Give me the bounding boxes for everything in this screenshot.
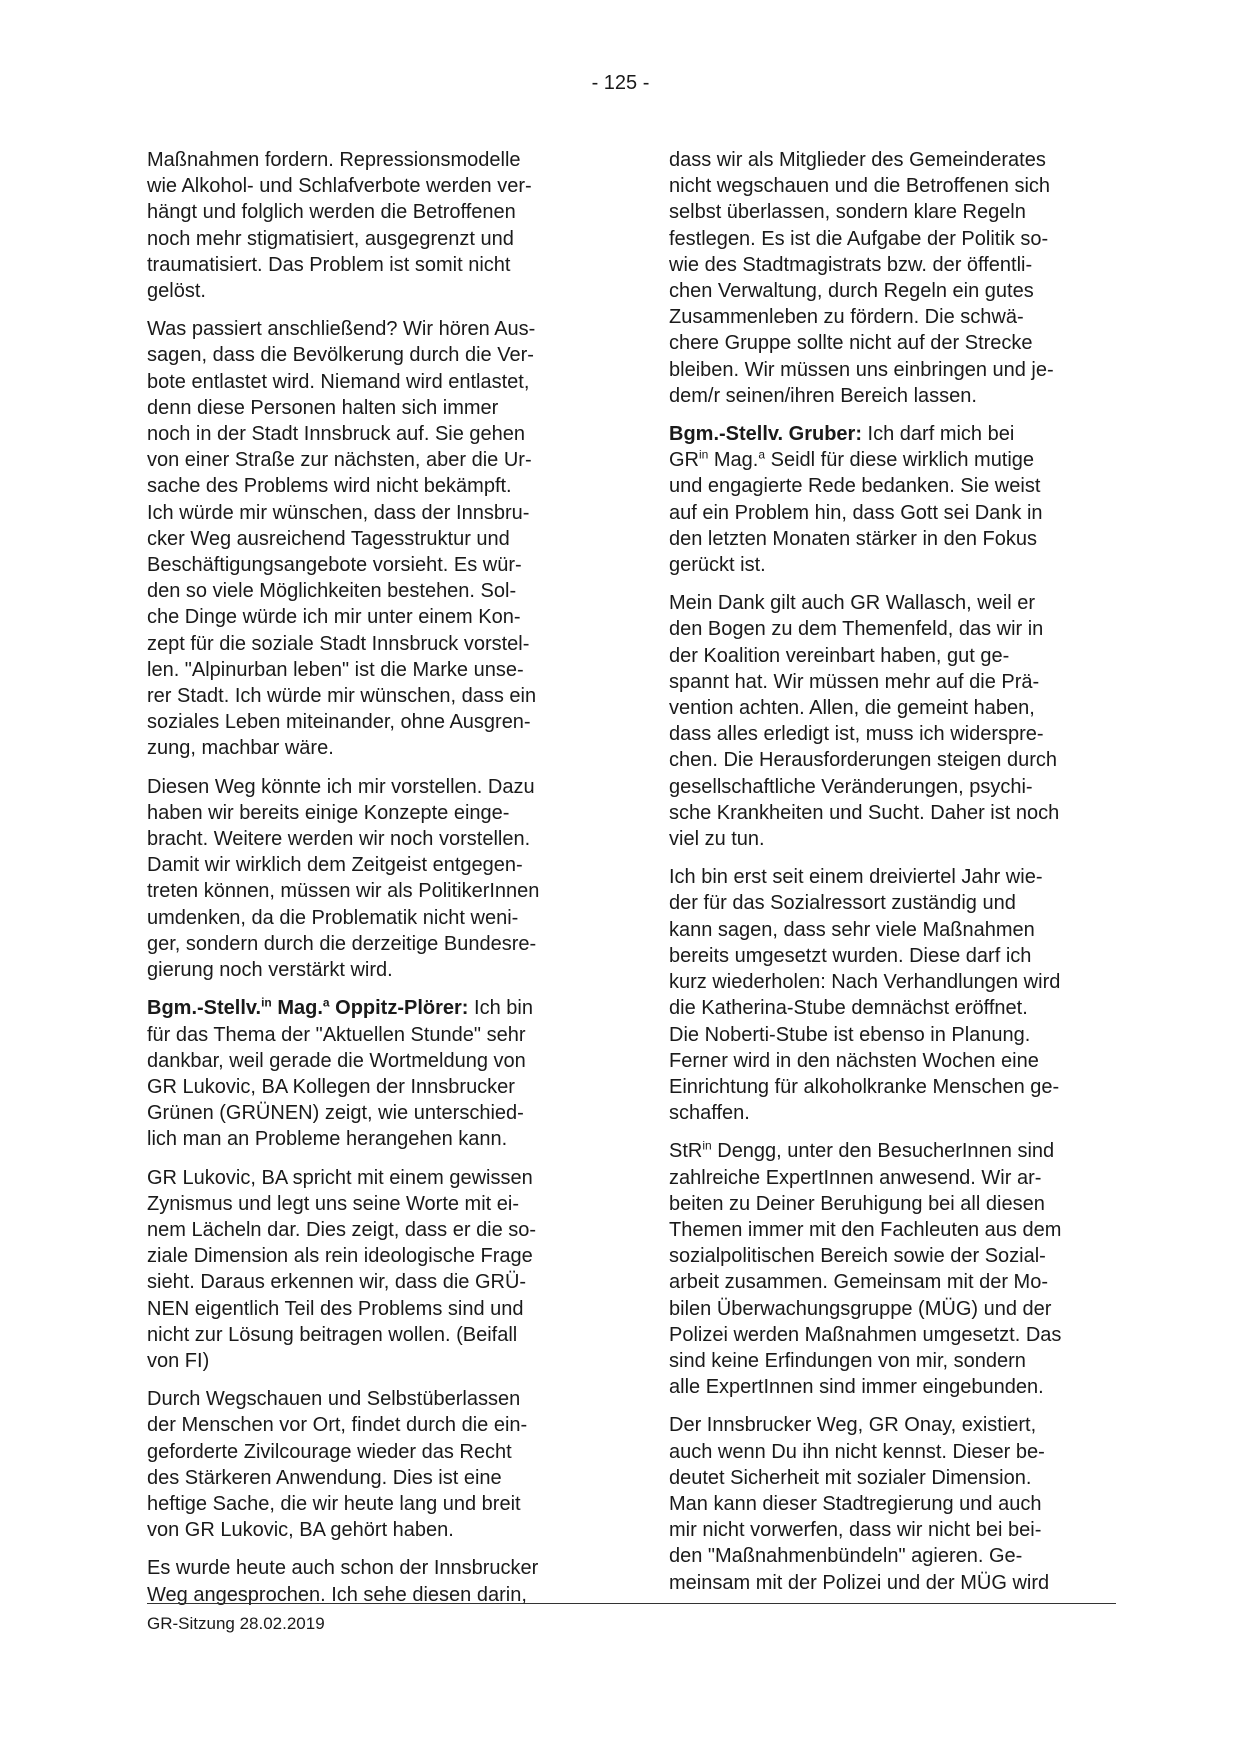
text-line: wie Alkohol- und Schlafverbote werden ver- — [147, 175, 532, 198]
text-line: spannt hat. Wir müssen mehr auf die Prä- — [669, 670, 1040, 693]
text-line: festlegen. Es ist die Aufgabe der Politik so- — [669, 227, 1049, 250]
text-line: umdenken, da die Problematik nicht weni- — [147, 906, 519, 929]
text-line: der Koalition vereinbart haben, gut ge- — [669, 644, 1010, 667]
text-line: bracht. Weitere werden wir noch vorstellen. — [147, 828, 531, 851]
text-line: bereits umgesetzt wurden. Diese darf ich — [669, 944, 1032, 967]
text-line: GR Lukovic, BA spricht mit einem gewissen — [147, 1166, 533, 1189]
text-line: geforderte Zivilcourage wieder das Recht — [147, 1440, 512, 1463]
text-line: arbeit zusammen. Gemeinsam mit der Mo- — [669, 1271, 1049, 1294]
paragraph — [147, 774, 587, 984]
paragraph — [669, 590, 1109, 852]
text-line: Man kann dieser Stadtregierung und auch — [669, 1492, 1042, 1515]
text-line: zung, machbar wäre. — [147, 737, 334, 760]
footer-session-date: GR-Sitzung 28.02.2019 — [147, 1614, 325, 1633]
text-line: che Dinge würde ich mir unter einem Kon- — [147, 606, 521, 629]
right-column — [669, 147, 1109, 1608]
paragraph — [147, 316, 587, 761]
text-line: chere Gruppe sollte nicht auf der Strecke — [669, 332, 1033, 355]
text-line: cker Weg ausreichend Tagesstruktur und — [147, 527, 510, 550]
text-line: treten können, müssen wir als PolitikerInnen — [147, 880, 540, 903]
text-line: Ferner wird in den nächsten Wochen eine — [669, 1049, 1039, 1072]
text-line: den Bogen zu dem Themenfeld, das wir in — [669, 618, 1044, 641]
text-line: vention achten. Allen, die gemeint haben, — [669, 697, 1035, 720]
text-line: schaffen. — [669, 1102, 750, 1125]
text-line: der Menschen vor Ort, findet durch die ein- — [147, 1414, 528, 1437]
text-line: bote entlastet wird. Niemand wird entlastet, — [147, 370, 530, 393]
text-line: von GR Lukovic, BA gehört haben. — [147, 1519, 454, 1542]
text-line: Beschäftigungsangebote vorsieht. Es wür- — [147, 554, 522, 577]
page-number: - 125 - — [591, 72, 650, 94]
text-line: des Stärkeren Anwendung. Dies ist eine — [147, 1466, 502, 1489]
text-line: GR Lukovic, BA Kollegen der Innsbrucker — [147, 1075, 515, 1098]
text-line: Mein Dank gilt auch GR Wallasch, weil er — [669, 592, 1036, 615]
text-line: Maßnahmen fordern. Repressionsmodelle — [147, 149, 521, 171]
text-line: von einer Straße zur nächsten, aber die Ur- — [147, 449, 532, 472]
text-line: nicht zur Lösung beitragen wollen. (Beifall — [147, 1323, 518, 1346]
text-line: Diesen Weg könnte ich mir vorstellen. Dazu — [147, 775, 535, 798]
footer-divider — [147, 1603, 1116, 1604]
text-line: auf ein Problem hin, dass Gott sei Dank in — [669, 501, 1043, 524]
text-line: haben wir bereits einige Konzepte einge- — [147, 801, 510, 824]
text-line: gerückt ist. — [669, 554, 766, 577]
text-line: denn diese Personen halten sich immer — [147, 396, 499, 419]
text-line: mir nicht vorwerfen, dass wir nicht bei bei- — [669, 1519, 1042, 1542]
text-line: wie des Stadtmagistrats bzw. der öffentli- — [669, 253, 1033, 276]
text-line: selbst überlassen, sondern klare Regeln — [669, 201, 1026, 224]
paragraph: StR$^{in}$ Dengg, unter den BesucherInnen sind zahlreiche ExpertInnen anwesend. Wir ar- beiten zu Deiner Beruhigung bei all diesen Themen immer mit den Fachleuten aus dem sozialpolitischen Bereich sowie der Sozial- arbeit zusammen. Gemeinsam mit der Mo- bilen Überwachungsgruppe (MÜG) und der Polizei werden Maßnahmen umgesetzt. Das sind keine Erfindungen von mir, sondern alle ExpertInnen sind immer eingebunden. — [669, 1138, 1062, 1399]
text-line: traumatisiert. Das Problem ist somit nicht — [147, 253, 511, 276]
text-line: chen Verwaltung, durch Regeln ein gutes — [669, 280, 1034, 303]
text-line: meinsam mit der Polizei und der MÜG wird — [669, 1571, 1050, 1594]
text-line: von FI) — [147, 1349, 210, 1372]
paragraph — [669, 864, 1109, 1126]
text-line: lich man an Probleme herangehen kann. — [147, 1128, 508, 1151]
text-line: bilen Überwachungsgruppe (MÜG) und der — [669, 1297, 1052, 1320]
text-line: Themen immer mit den Fachleuten aus dem — [669, 1218, 1062, 1241]
text-line: Ich würde mir wünschen, dass der Innsbru- — [147, 501, 530, 524]
text-line: Einrichtung für alkoholkranke Menschen ge- — [669, 1075, 1060, 1098]
text-line: ziale Dimension als rein ideologische Frage — [147, 1245, 533, 1268]
text-line: dankbar, weil gerade die Wortmeldung von — [147, 1049, 526, 1072]
text-line: die Katherina-Stube demnächst eröffnet. — [669, 997, 1028, 1020]
text-line: sind keine Erfindungen von mir, sondern — [669, 1349, 1026, 1372]
text-line: ger, sondern durch die derzeitige Bundesre- — [147, 932, 537, 955]
text-line: Es wurde heute auch schon der Innsbrucker — [147, 1557, 539, 1580]
text-line: deutet Sicherheit mit sozialer Dimension. — [669, 1466, 1032, 1489]
paragraph: Bgm.-Stellv. Gruber: Ich darf mich bei $GR^{in}$ Mag.$^a$ Seidl für diese wirklich mutige und engagierte Rede bedanken. Sie weist auf ein Problem hin, dass Gott sei Dank in den letzten Monaten stärker in den Fokus gerückt ist. — [669, 423, 1043, 577]
text-line: NEN eigentlich Teil des Problems sind und — [147, 1297, 524, 1320]
text-line: den "Maßnahmenbündeln" agieren. Ge- — [669, 1545, 1023, 1568]
text-line: alle ExpertInnen sind immer eingebunden. — [669, 1376, 1044, 1399]
text-line: gesellschaftliche Veränderungen, psychi- — [669, 775, 1033, 798]
text-line: gelöst. — [147, 280, 206, 303]
text-line: auch wenn Du ihn nicht kennst. Dieser be- — [669, 1440, 1045, 1463]
text-line: Grünen (GRÜNEN) zeigt, wie unterschied- — [147, 1102, 524, 1125]
text-line: kann sagen, dass sehr viele Maßnahmen — [669, 918, 1035, 941]
left-column — [147, 147, 587, 1620]
paragraph — [147, 1165, 587, 1375]
text-line: soziales Leben miteinander, ohne Ausgren- — [147, 711, 531, 734]
text-line: Weg angesprochen. Ich sehe diesen darin, — [147, 1583, 527, 1606]
text-line: den so viele Möglichkeiten bestehen. Sol- — [147, 580, 517, 603]
text-line: sagen, dass die Bevölkerung durch die Ver- — [147, 344, 534, 367]
text-line: Damit wir wirklich dem Zeitgeist entgegen- — [147, 854, 523, 877]
text-line: noch mehr stigmatisiert, ausgegrenzt und — [147, 227, 514, 250]
text-line: gierung noch verstärkt wird. — [147, 959, 393, 982]
speaker-name: Bgm.-Stellv. Gruber: — [669, 423, 862, 446]
paragraph — [147, 147, 587, 304]
text-line: Ich bin erst seit einem dreiviertel Jahr wie- — [669, 866, 1043, 889]
text-line: zahlreiche ExpertInnen anwesend. Wir ar- — [669, 1166, 1042, 1189]
text-line: sache des Problems wird nicht bekämpft. — [147, 475, 512, 498]
text-line: Durch Wegschauen und Selbstüberlassen — [147, 1388, 521, 1411]
paragraph — [147, 1555, 587, 1607]
text-line: Die Noberti-Stube ist ebenso in Planung. — [669, 1023, 1031, 1046]
text-line: beiten zu Deiner Beruhigung bei all diesen — [669, 1192, 1045, 1215]
text-line: dass wir als Mitglieder des Gemeinderates — [669, 149, 1046, 171]
text-line: sieht. Daraus erkennen wir, dass die GRÜ- — [147, 1271, 527, 1294]
text-line: noch in der Stadt Innsbruck auf. Sie gehen — [147, 423, 526, 446]
text-line: nicht wegschauen und die Betroffenen sich — [669, 175, 1051, 198]
text-line: für das Thema der "Aktuellen Stunde" sehr — [147, 1023, 526, 1046]
text-line: Zynismus und legt uns seine Worte mit ei- — [147, 1192, 520, 1215]
text-line: kurz wiederholen: Nach Verhandlungen wird — [669, 971, 1061, 994]
text-line: Zusammenleben zu fördern. Die schwä- — [669, 306, 1024, 329]
text-line: sozialpolitischen Bereich sowie der Sozial- — [669, 1245, 1046, 1268]
text-line: nem Lächeln dar. Dies zeigt, dass er die so- — [147, 1218, 537, 1241]
text-line: den letzten Monaten stärker in den Fokus — [669, 527, 1037, 550]
text-line: chen. Die Herausforderungen steigen durch — [669, 749, 1058, 772]
text-line: bleiben. Wir müssen uns einbringen und je- — [669, 358, 1054, 381]
paragraph: Bgm.-Stellv.$^{in}$ Mag.$^a$ Oppitz-Plörer: Ich bin für das Thema der "Aktuellen Stunde" sehr dankbar, weil gerade die Wortmeldung von GR Lukovic, BA Kollegen der Innsbrucker Grünen (GRÜNEN) zeigt, wie unterschied- lich man an Probleme herangehen kann. — [147, 995, 533, 1151]
text-line: heftige Sache, die wir heute lang und breit — [147, 1492, 521, 1515]
speaker-name: Bgm.-Stellv.$^{in}$ Mag.$^a$ Oppitz-Plörer: — [147, 995, 469, 1020]
text-line: dem/r seinen/ihren Bereich lassen. — [669, 384, 977, 407]
paragraph — [669, 147, 1109, 409]
text-line: Polizei werden Maßnahmen umgesetzt. Das — [669, 1323, 1062, 1346]
paragraph — [669, 1412, 1109, 1595]
paragraph — [147, 1386, 587, 1543]
text-line: Was passiert anschließend? Wir hören Aus- — [147, 318, 536, 341]
text-line: und engagierte Rede bedanken. Sie weist — [669, 475, 1041, 498]
text-line: len. "Alpinurban leben" ist die Marke unse- — [147, 658, 524, 681]
text-line: rer Stadt. Ich würde mir wünschen, dass ein — [147, 685, 537, 708]
text-line: Der Innsbrucker Weg, GR Onay, existiert, — [669, 1414, 1037, 1437]
text-line: sche Krankheiten und Sucht. Daher ist noch — [669, 801, 1060, 824]
text-line: zept für die soziale Stadt Innsbruck vorstel- — [147, 632, 530, 655]
text-line: viel zu tun. — [669, 828, 765, 851]
text-line: dass alles erledigt ist, muss ich widerspre- — [669, 723, 1044, 746]
text-line: hängt und folglich werden die Betroffenen — [147, 201, 516, 224]
text-line: der für das Sozialressort zuständig und — [669, 892, 1016, 915]
